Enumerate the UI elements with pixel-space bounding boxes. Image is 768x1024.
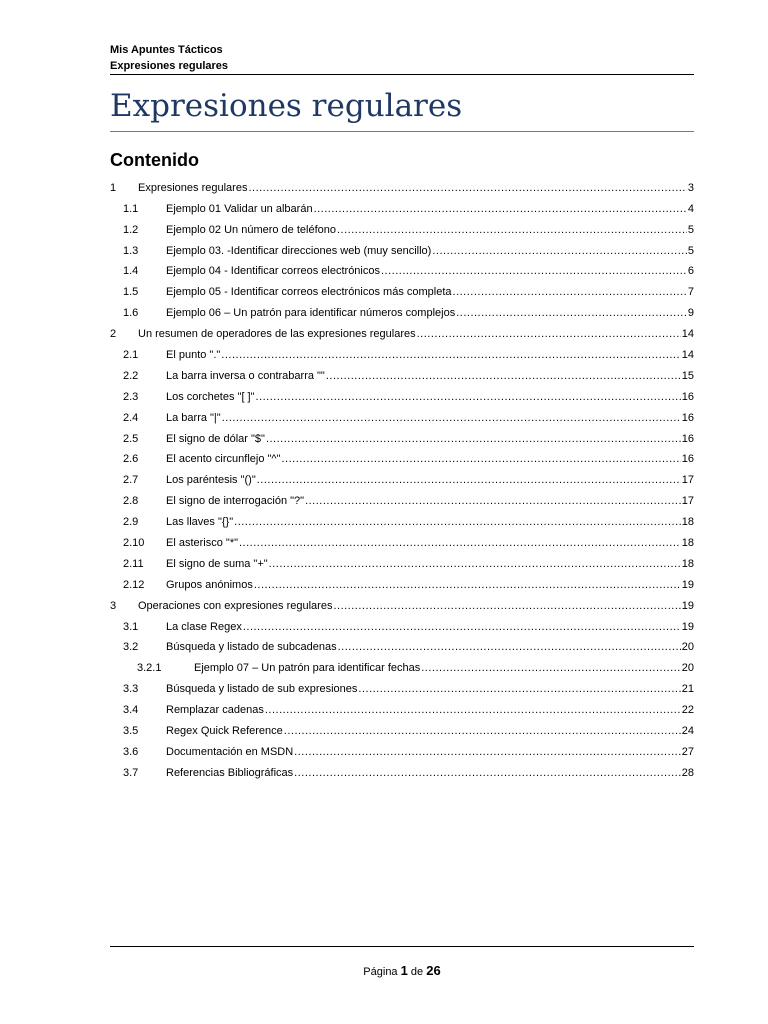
toc-entry-title: Grupos anónimos [166, 578, 253, 591]
toc-entry-page: 28 [681, 766, 694, 779]
toc-entry[interactable] [110, 592, 694, 613]
toc-entry-leader [432, 244, 687, 258]
toc-entry-number: 1.2 [123, 223, 139, 236]
toc-entry-leader [294, 766, 681, 780]
toc-entry[interactable] [110, 216, 694, 237]
toc-entry-number: 3.7 [123, 766, 139, 779]
toc-entry-page: 14 [681, 349, 694, 362]
toc-entry[interactable] [110, 404, 694, 425]
toc-entry-leader [417, 327, 681, 341]
toc-entry[interactable] [110, 487, 694, 508]
toc-entry[interactable] [110, 320, 694, 341]
toc-entry-title: Ejemplo 02 Un número de teléfono [166, 223, 336, 236]
toc-entry-title: El signo de suma "+" [166, 557, 268, 570]
toc-entry[interactable] [110, 383, 694, 404]
footer-page-label: Página [363, 966, 398, 978]
toc-entry-page: 19 [681, 620, 694, 633]
toc-entry[interactable] [110, 258, 694, 279]
toc-entry-title: Ejemplo 03. -Identificar direcciones web (muy sencillo) [166, 244, 432, 257]
toc-entry-title: La barra "|" [166, 411, 221, 424]
header-line-1: Mis Apuntes Tácticos [110, 44, 223, 56]
title-divider [110, 131, 694, 132]
toc-entry-number: 3.2 [123, 641, 139, 654]
toc-entry-number: 2.12 [123, 578, 145, 591]
toc-entry[interactable] [110, 529, 694, 550]
toc-entry[interactable] [110, 675, 694, 696]
toc-entry-leader [221, 348, 680, 362]
toc-entry-number: 2.9 [123, 516, 139, 529]
toc-entry-number: 2.7 [123, 474, 139, 487]
toc-entry-leader [266, 432, 681, 446]
toc-entry[interactable] [110, 425, 694, 446]
toc-entry-title: Remplazar cadenas [166, 704, 264, 717]
toc-entry-page: 16 [681, 432, 694, 445]
toc-entry-number: 2.1 [123, 349, 139, 362]
toc-entry-page: 20 [681, 662, 694, 675]
toc-entry-number: 2.3 [123, 390, 139, 403]
toc-entry[interactable] [110, 654, 694, 675]
toc-entry-leader [248, 181, 686, 195]
toc-entry-title: El signo de interrogación "?" [166, 495, 305, 508]
toc-entry-number: 2.5 [123, 432, 139, 445]
toc-entry[interactable] [110, 696, 694, 717]
toc-entry[interactable] [110, 466, 694, 487]
toc-entry[interactable] [110, 341, 694, 362]
toc-entry-number: 2 [110, 328, 117, 341]
toc-entry-title: Operaciones con expresiones regulares [138, 599, 333, 612]
toc-entry-page: 18 [681, 537, 694, 550]
toc-entry-page: 20 [681, 641, 694, 654]
toc-entry-title: Ejemplo 04 - Identificar correos electrónicos [166, 265, 380, 278]
toc-entry-number: 2.10 [123, 537, 145, 550]
toc-entry[interactable] [110, 299, 694, 320]
toc-entry-page: 24 [681, 725, 694, 738]
toc-entry-leader [254, 578, 681, 592]
toc-entry[interactable] [110, 613, 694, 634]
toc-entry-leader [234, 515, 681, 529]
toc-entry-page: 5 [687, 244, 694, 257]
toc-entry-leader [222, 411, 681, 425]
toc-entry-title: Ejemplo 06 – Un patrón para identificar números complejos [166, 307, 456, 320]
toc-entry-leader [257, 473, 681, 487]
toc-entry-title: Documentación en MSDN [166, 745, 294, 758]
toc-entry[interactable] [110, 446, 694, 467]
toc-entry-page: 27 [681, 745, 694, 758]
toc-entry-page: 14 [681, 328, 694, 341]
toc-entry-number: 1.5 [123, 286, 139, 299]
toc-entry-page: 18 [681, 516, 694, 529]
toc-entry-leader [326, 369, 681, 383]
toc-entry[interactable] [110, 237, 694, 258]
toc-entry-number: 3.2.1 [137, 662, 162, 675]
toc-entry-leader [239, 536, 681, 550]
page-header [110, 42, 694, 74]
toc-entry-leader [243, 620, 681, 634]
toc-entry-leader [338, 640, 681, 654]
toc-entry-title: Ejemplo 07 – Un patrón para identificar fechas [194, 662, 421, 675]
toc-entry-page: 21 [681, 683, 694, 696]
toc-entry-number: 2.8 [123, 495, 139, 508]
toc-entry-number: 3.6 [123, 745, 139, 758]
toc-entry-title: Las llaves "{}" [166, 516, 234, 529]
toc-heading: Contenido [110, 150, 199, 170]
toc-entry[interactable] [110, 717, 694, 738]
toc-entry-title: Ejemplo 05 - Identificar correos electrónicos más completa [166, 286, 452, 299]
toc-entry-title: El acento circunflejo "^" [166, 453, 281, 466]
toc-entry-page: 18 [681, 557, 694, 570]
toc-entry-title: Un resumen de operadores de las expresiones regulares [138, 328, 416, 341]
toc-entry-page: 19 [681, 578, 694, 591]
toc-entry-title: La clase Regex [166, 620, 242, 633]
toc-entry-leader [294, 745, 681, 759]
toc-entry-leader [421, 661, 681, 675]
toc-entry-title: Los corchetes "[ ]" [166, 390, 255, 403]
toc-entry-page: 6 [687, 265, 694, 278]
toc-entry[interactable] [110, 634, 694, 655]
toc-entry-number: 1.1 [123, 202, 139, 215]
page-footer [0, 963, 768, 978]
header-line-2: Expresiones regulares [110, 60, 229, 72]
toc-entry-title: Ejemplo 01 Validar un albarán [166, 202, 313, 215]
toc-entry-page: 15 [681, 369, 694, 382]
footer-of-label: de [410, 966, 424, 978]
toc-entry-number: 3.4 [123, 704, 139, 717]
toc-entry-number: 1.6 [123, 307, 139, 320]
footer-current-page: 1 [400, 963, 408, 978]
toc-entry-number: 3.3 [123, 683, 139, 696]
toc-entry-number: 2.6 [123, 453, 139, 466]
toc-entry-number: 3.5 [123, 725, 139, 738]
toc-entry-leader [269, 557, 681, 571]
toc-entry-number: 1 [110, 181, 117, 194]
toc-entry[interactable] [110, 195, 694, 216]
toc-entry-number: 2.11 [123, 557, 144, 570]
toc-entry-title: El punto "." [166, 349, 221, 362]
toc-entry-leader [381, 264, 687, 278]
toc-entry[interactable] [110, 550, 694, 571]
toc-entry-leader [314, 202, 687, 216]
toc-entry-title: Búsqueda y listado de subcadenas [166, 641, 337, 654]
toc-entry-page: 4 [687, 202, 694, 215]
toc-entry-title: El signo de dólar "$" [166, 432, 265, 445]
toc-entry-page: 5 [687, 223, 694, 236]
toc-entry-page: 9 [687, 307, 694, 320]
toc-entry-leader [337, 223, 687, 237]
toc-entry-page: 7 [687, 286, 694, 299]
toc-entry-page: 22 [681, 704, 694, 717]
toc-entry-leader [256, 390, 681, 404]
table-of-contents [110, 174, 694, 780]
toc-entry-page: 16 [681, 390, 694, 403]
toc-entry-leader [265, 703, 681, 717]
toc-entry-page: 19 [681, 599, 694, 612]
footer-total-pages: 26 [426, 963, 441, 978]
toc-entry-number: 3.1 [123, 620, 139, 633]
toc-entry-leader [305, 494, 681, 508]
toc-entry-title: Los paréntesis "()" [166, 474, 256, 487]
toc-entry-title: Búsqueda y listado de sub expresiones [166, 683, 358, 696]
toc-entry[interactable] [110, 738, 694, 759]
header-divider [110, 74, 694, 75]
toc-entry-leader [284, 724, 681, 738]
toc-entry-page: 16 [681, 453, 694, 466]
toc-entry-number: 2.2 [123, 369, 139, 382]
toc-entry-leader [358, 682, 680, 696]
toc-entry-page: 16 [681, 411, 694, 424]
toc-entry[interactable] [110, 362, 694, 383]
toc-entry-leader [456, 306, 687, 320]
toc-entry-leader [453, 285, 687, 299]
toc-entry-page: 17 [681, 474, 694, 487]
toc-entry-title: Referencias Bibliográficas [166, 766, 294, 779]
toc-entry-number: 1.4 [123, 265, 139, 278]
footer-divider [110, 946, 694, 947]
toc-entry-title: El asterisco "*" [166, 537, 238, 550]
toc-entry-number: 3 [110, 599, 117, 612]
toc-entry[interactable] [110, 759, 694, 780]
toc-entry-title: Regex Quick Reference [166, 725, 283, 738]
toc-entry[interactable] [110, 571, 694, 592]
toc-entry-number: 2.4 [123, 411, 139, 424]
toc-entry-title: Expresiones regulares [138, 181, 248, 194]
toc-entry-leader [281, 452, 680, 466]
toc-entry-leader [333, 599, 680, 613]
toc-entry[interactable] [110, 174, 694, 195]
toc-entry-page: 3 [687, 181, 694, 194]
toc-entry-page: 17 [681, 495, 694, 508]
toc-entry[interactable] [110, 278, 694, 299]
toc-entry-title: La barra inversa o contrabarra "" [166, 369, 325, 382]
toc-entry-number: 1.3 [123, 244, 139, 257]
document-title: Expresiones regulares [110, 88, 463, 124]
toc-entry[interactable] [110, 508, 694, 529]
